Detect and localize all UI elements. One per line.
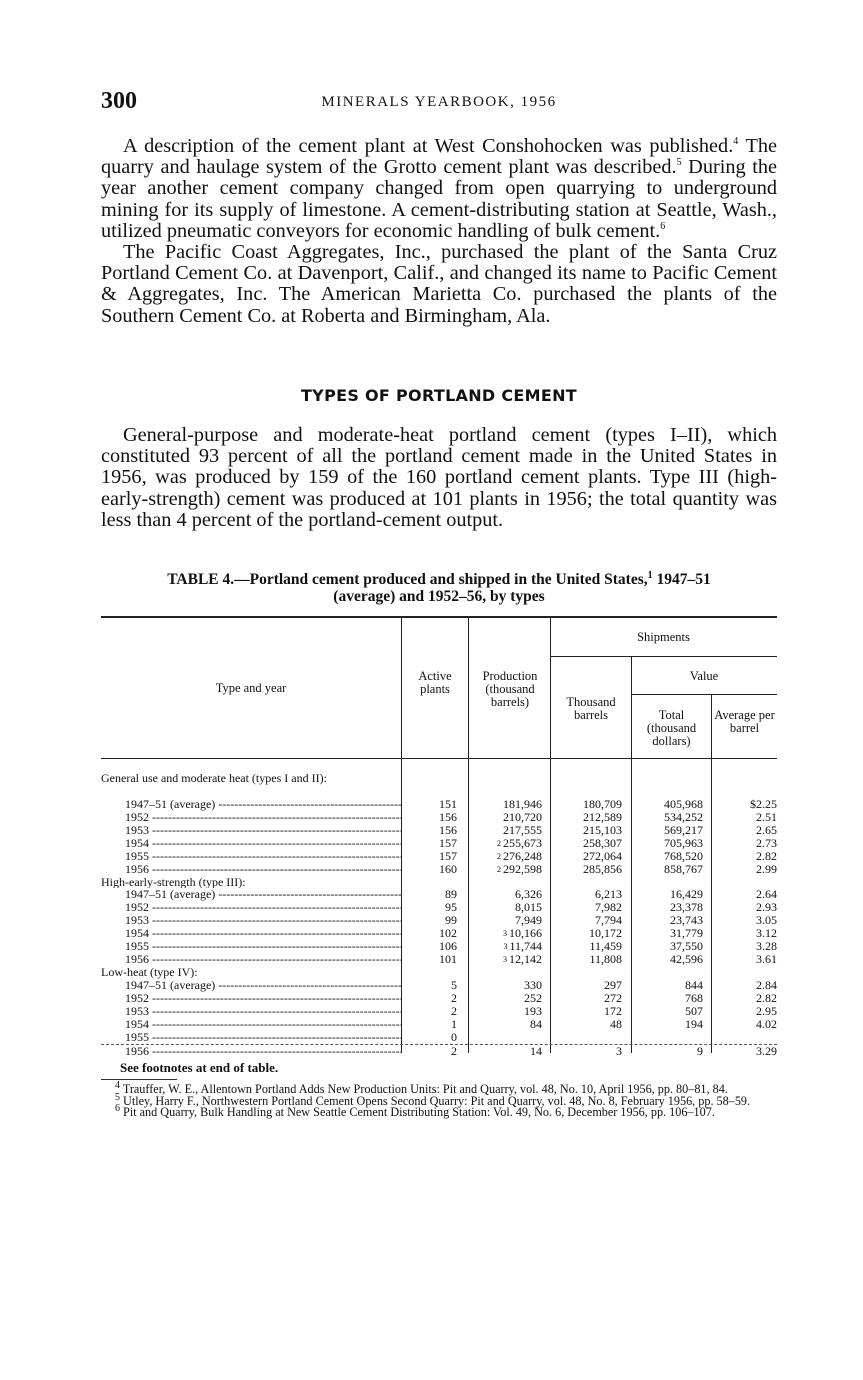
table-top-rule	[101, 616, 777, 618]
table-row: 1953 ----- 99 7,949 7,794 23,743 3.05	[101, 914, 777, 927]
table-row: 1947–51 (average) ----- 5 330 297 844 2.84	[101, 979, 777, 992]
page-number: 300	[101, 88, 137, 114]
header-total: Total (thousand dollars)	[646, 708, 697, 748]
see-footnotes-note: See footnotes at end of table.	[120, 1060, 279, 1075]
section-text	[101, 425, 777, 531]
table-row: 1954 ----- 157 $^2$ 255,673 258,307 705,963 2.73	[101, 837, 777, 850]
table-row: 1955 ----- 0	[101, 1031, 777, 1045]
header-shipments: Shipments	[637, 630, 690, 644]
paragraph-2: The Pacific Coast Aggregates, Inc., purchased the plant of the Santa Cruz Portland Cement Co. at Davenport, Calif., and changed its name to Pacific Cement & Aggregates, Inc. The American Marietta Co. purchased the plants of the Southern Cement Co. at Roberta and Birmingham, Ala.	[101, 241, 777, 327]
section-title: TYPES OF PORTLAND CEMENT	[300, 386, 578, 405]
shipments-rule	[550, 656, 777, 657]
footnotes	[101, 1079, 777, 1120]
table-row: 1955 ----- 157 $^2$ 276,248 272,064 768,520 2.82	[101, 850, 777, 863]
table-row: 1956 ----- 101 $^3$ 12,142 11,808 42,596 3.61	[101, 953, 777, 966]
intro-text	[101, 136, 777, 327]
footnote: $^5$ Utley, Harry F., Northwestern Portland Cement Opens Second Quarry: Pit and Quarry, vol. 48, No. 8, February 1956, pp. 58–59.	[115, 1091, 751, 1108]
table-row: 1952 ----- 2 252 272 768 2.82	[101, 992, 777, 1005]
header-active-plants: Active plants	[418, 669, 452, 696]
table-row: 1952 ----- 156 210,720 212,589 534,252 2.51	[101, 811, 777, 824]
table-row: 1954 ----- 102 $^3$ 10,166 10,172 31,779 3.12	[101, 927, 777, 940]
paragraph-1: A description of the cement plant at West Conshohocken was published.$^4$ The quarry and haulage system of the Grotto cement plant was described.$^5$ During the year another cement company changed from open quarrying to underground mining for its supply of limestone. A cement-distributing station at Seattle, Wash., utilized pneumatic conveyors for economic handling of bulk cement.$^6$	[101, 135, 777, 242]
header-bottom-rule	[101, 758, 777, 759]
header-type-year: Type and year	[215, 681, 287, 695]
header-production: Production (thousand barrels)	[482, 669, 538, 709]
group-heading: High-early-strength (type III):	[101, 875, 246, 889]
table-row: 1947–51 (average) ----- 89 6,326 6,213 16,429 2.64	[101, 888, 777, 901]
header-value: Value	[689, 669, 719, 683]
table-row: 1952 ----- 95 8,015 7,982 23,378 2.93	[101, 901, 777, 914]
footnote: $^6$ Pit and Quarry, Bulk Handling at New Seattle Cement Distributing Station: Vol. 49, No. 6, December 1956, pp. 106–107.	[115, 1103, 715, 1120]
table-row: 1954 ----- 1 84 48 194 4.02	[101, 1018, 777, 1031]
table-row: 1955 ----- 106 $^3$ 11,744 11,459 37,550 3.28	[101, 940, 777, 953]
running-title: MINERALS YEARBOOK, 1956	[321, 94, 557, 110]
paragraph-3: General-purpose and moderate-heat portland cement (types I–II), which constituted 93 percent of all the portland cement made in the United States in 1956, was produced by 159 of the 160 portland cement plants. Type III (high-early-strength) cement was produced at 101 plants in 1956; the total quantity was less than 4 percent of the portland-cement output.	[101, 424, 777, 531]
table-row: 1953 ----- 156 217,555 215,103 569,217 2.65	[101, 824, 777, 837]
page-header	[101, 88, 777, 116]
table-row: 1953 ----- 2 193 172 507 2.95	[101, 1005, 777, 1018]
table-body	[101, 772, 777, 1058]
footnote: $^4$ Trauffer, W. E., Allentown Portland Adds New Production Units: Pit and Quarry, vol. 48, No. 10, April 1956, pp. 80–81, 84.	[115, 1079, 728, 1096]
table-caption: TABLE 4.—Portland cement produced and shipped in the United States,$^1$ 1947–51 (average) and 1952–56, by types	[167, 569, 711, 605]
data-table	[101, 616, 777, 1058]
header-thousand-barrels: Thousand barrels	[566, 695, 616, 722]
table-row: 1956 ----- 2 14 3 9 3.29	[101, 1045, 777, 1058]
table-row: 1956 ----- 160 $^2$ 292,598 285,856 858,767 2.99	[101, 863, 777, 876]
group-heading: Low-heat (type IV):	[101, 966, 198, 980]
footnote-rule	[101, 1079, 177, 1080]
table-row: 1947–51 (average) ----- 151 181,946 180,709 405,968 $2.25	[101, 798, 777, 811]
header-average: Average per barrel	[714, 708, 775, 735]
group-heading: General use and moderate heat (types I and II):	[101, 772, 327, 785]
value-rule	[631, 694, 777, 695]
